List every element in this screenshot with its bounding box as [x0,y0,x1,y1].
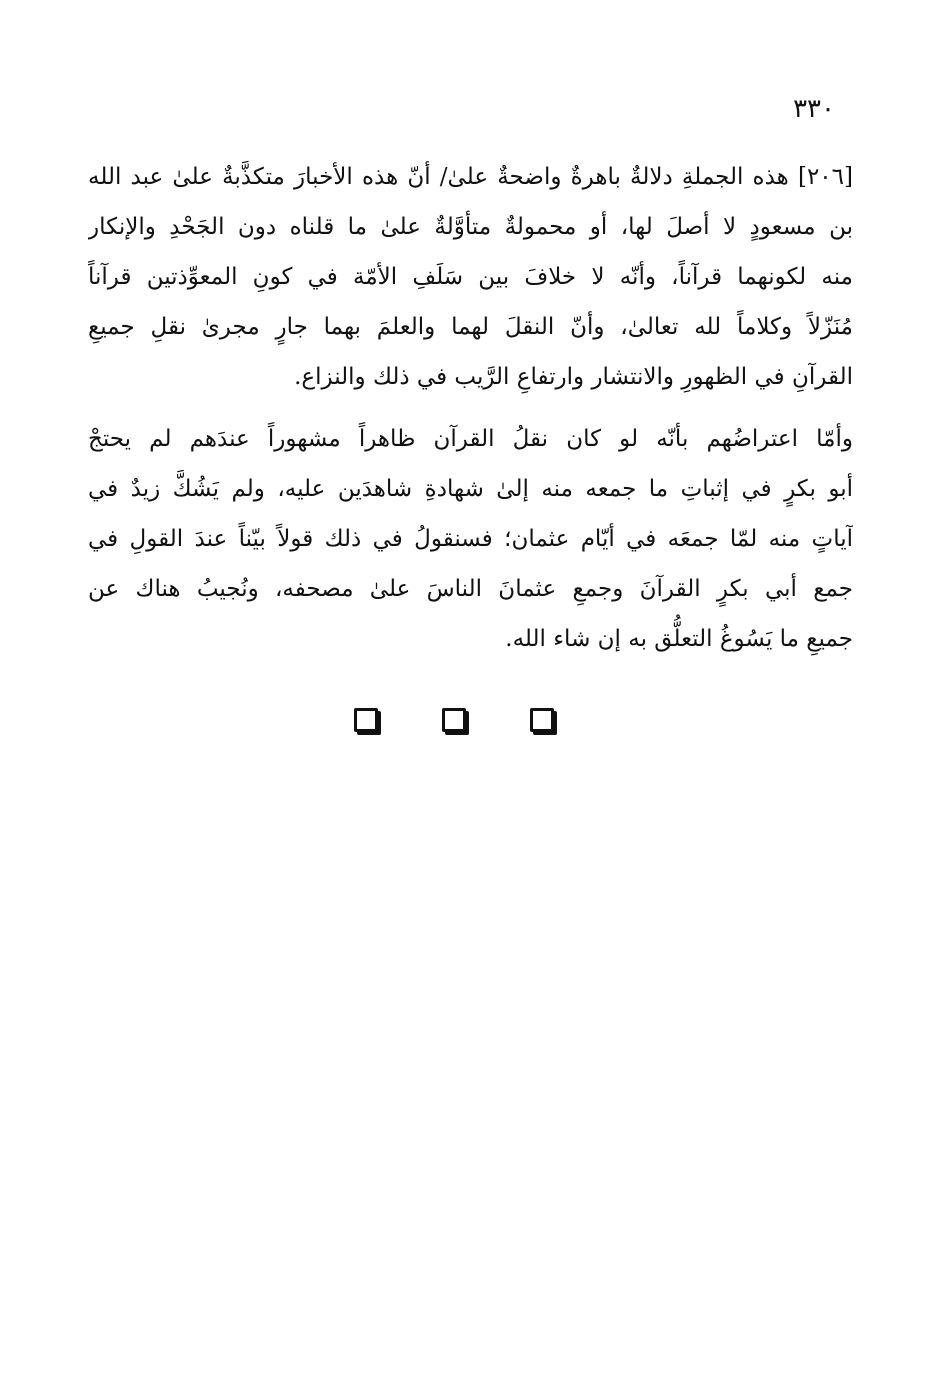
text-line: مُنَزّلاً وكلاماً لله تعالىٰ، وأنّ النقلَ لهما والعلمَ بهما جارٍ مجرىٰ نقلِ جميعِ [88,314,853,340]
paragraph-1 [88,152,853,402]
text-line: منه لكونهما قرآناً، وأنّه لا خلافَ بين سَلَفِ الأمّة في كونِ المعوِّذتين قرآناً [88,264,853,290]
square-ornament-icon [442,708,466,732]
text-line: أبو بكرٍ في إثباتِ ما جمعه منه إلىٰ شهادةِ شاهدَين عليه، ولم يَشُكَّ زيدٌ في [88,476,853,502]
square-ornament-icon [354,708,378,732]
square-ornament-icon [530,708,554,732]
text-line: آياتٍ منه لمّا جمعَه في أيّام عثمان؛ فسنقولُ في ذلك قولاً بيّناً عندَ القولِ في [88,526,853,552]
body-text [88,152,853,664]
text-line: جميعِ ما يَسُوغُ التعلُّق به إن شاء الله. [505,626,853,652]
section-end-ornaments [0,708,945,738]
text-line: [٢٠٦] هذه الجملةِ دلالةٌ باهرةٌ واضحةٌ علىٰ/ أنّ هذه الأخبارَ متكذَّبةٌ علىٰ عبد الله [88,164,853,190]
page-number: ٣٣٠ [793,94,835,124]
text-line: وأمّا اعتراضُهم بأنّه لو كان نقلُ القرآن ظاهراً مشهوراً عندَهم لم يحتجْ [88,426,853,452]
paragraph-2 [88,414,853,664]
text-line: القرآنِ في الظهورِ والانتشار وارتفاعِ الرَّيب في ذلك والنزاع. [294,364,853,390]
text-line: جمع أبي بكرٍ القرآنَ وجمعِ عثمانَ الناسَ علىٰ مصحفه، ونُجيبُ هناك عن [88,576,853,602]
text-line: بن مسعودٍ لا أصلَ لها، أو محمولةٌ متأوَّلةٌ علىٰ ما قلناه دون الجَحْدِ والإنكار [88,214,853,240]
